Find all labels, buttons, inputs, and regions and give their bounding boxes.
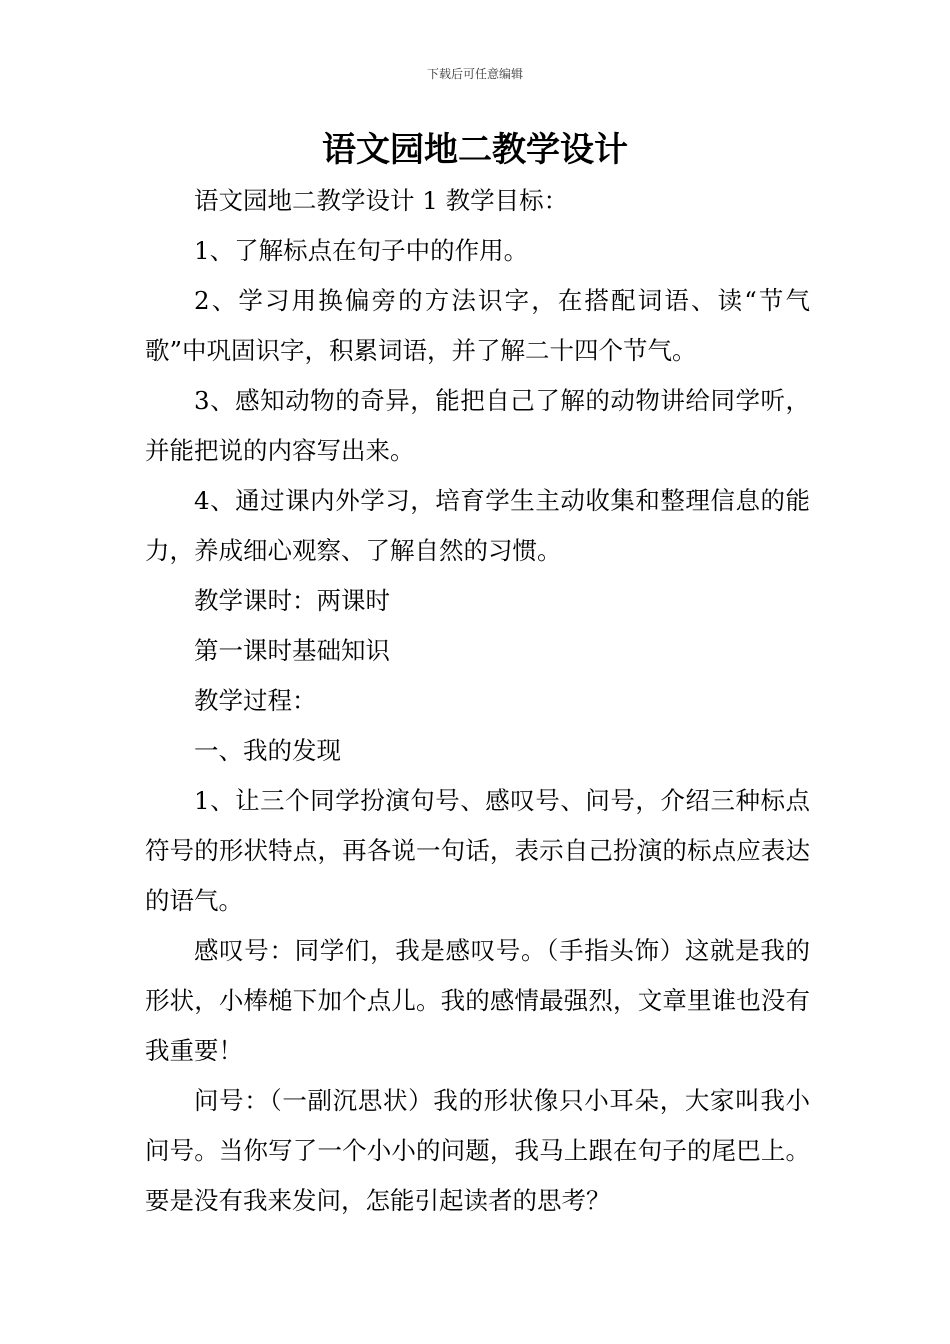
paragraph-first-lesson: 第一课时基础知识 xyxy=(194,636,390,665)
document-body xyxy=(145,176,810,1226)
paragraph-process-heading: 教学过程： xyxy=(194,686,317,715)
document-title: 语文园地二教学设计 xyxy=(322,130,628,170)
header-note: 下载后可任意编辑 xyxy=(426,67,523,81)
paragraph-objective-3: 3、感知动物的奇异，能把自己了解的动物讲给同学听，并能把说的内容写出来。 xyxy=(145,386,810,465)
paragraph-question-role: 问号：（一副沉思状）我的形状像只小耳朵，大家叫我小问号。当你写了一个小小的问题，我马上跟在句子的尾巴上。要是没有我来发问，怎能引起读者的思考？ xyxy=(145,1086,810,1215)
paragraph-objective-1: 1、了解标点在句子中的作用。 xyxy=(194,236,529,265)
paragraph-class-hours: 教学课时：两课时 xyxy=(194,586,390,615)
paragraph-section-discovery: 一、我的发现 xyxy=(194,736,341,765)
paragraph-step-1: 1、让三个同学扮演句号、感叹号、问号，介绍三种标点符号的形状特点，再各说一句话，表示自己扮演的标点应表达的语气。 xyxy=(145,786,810,915)
paragraph-objective-4: 4、通过课内外学习，培育学生主动收集和整理信息的能力，养成细心观察、了解自然的习惯。 xyxy=(145,486,810,565)
paragraph-objectives-heading: 语文园地二教学设计 1 教学目标： xyxy=(194,186,569,215)
paragraph-exclamation-role: 感叹号：同学们，我是感叹号。（手指头饰）这就是我的形状，小棒槌下加个点儿。我的感情最强烈，文章里谁也没有我重要！ xyxy=(145,936,810,1065)
paragraph-objective-2: 2、学习用换偏旁的方法识字，在搭配词语、读“节气歌”中巩固识字，积累词语，并了解二十四个节气。 xyxy=(145,286,810,365)
